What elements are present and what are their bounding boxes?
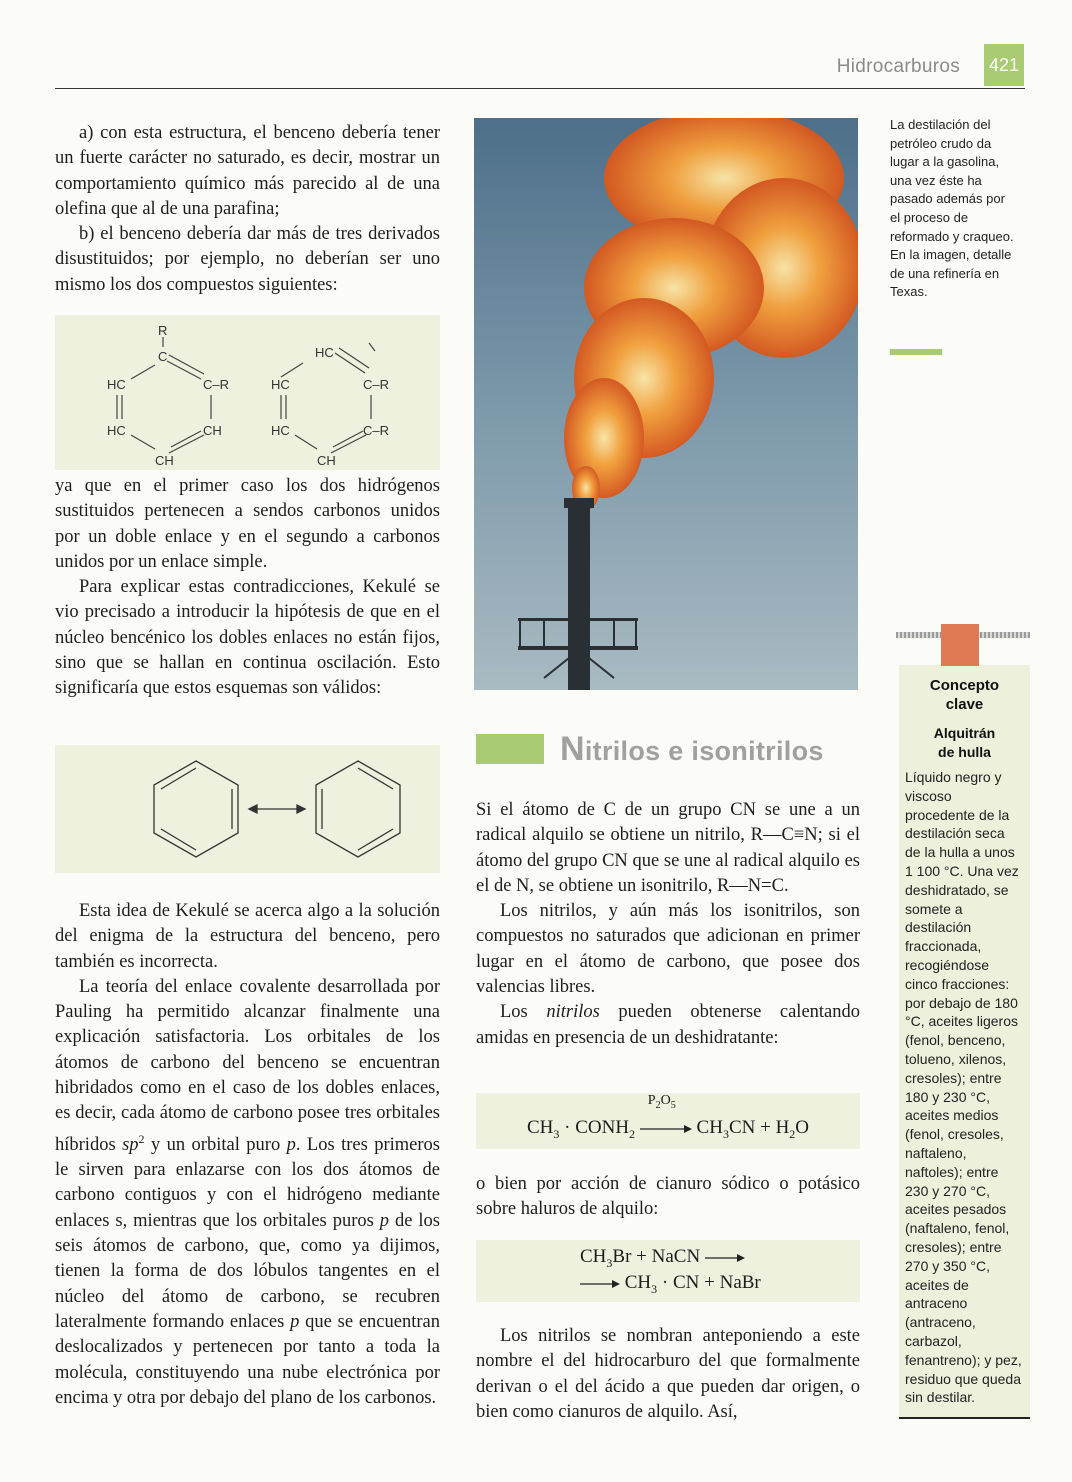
reaction-arrow: $P_2O_5$ — [640, 1117, 692, 1139]
sidebar-term: Alquitrán de hulla — [933, 725, 996, 760]
formula-amide-dehydration: $CH_3$ · $CONH_2$ $P_2O_5$ $CH_3CN + H_2O$ — [476, 1093, 860, 1149]
paragraph-cianuro: o bien por acción de cianuro sódico o potásico sobre haluros de alquilo: — [476, 1174, 860, 1220]
label-hc-left-low: HC — [107, 423, 126, 438]
right-text-top — [476, 798, 860, 1051]
structural-formulas — [55, 315, 440, 470]
header-rule — [55, 88, 1025, 89]
label-c-top: C — [158, 349, 168, 364]
right-text-middle — [476, 1172, 860, 1223]
label-hc-left-low-2: HC — [271, 423, 290, 438]
sidebar-orange-marker — [941, 624, 979, 666]
item-a: a) con esta estructura, el benceno debería tener un fuerte carácter no saturado, es decir, mostrar un comportamiento químico más parecido al de una olefina que al de una parafina; — [55, 123, 440, 219]
benzene-ring-right — [316, 761, 400, 857]
reaction-arrow-2 — [705, 1252, 745, 1264]
label-hc-top-2: HC — [315, 345, 334, 360]
sidebar-heading: Concepto clave — [929, 677, 1000, 713]
left-text-bottom — [55, 899, 440, 1411]
sidebar-definition: Líquido negro y viscoso procedente de la destilación seca de la hulla a unos 1 100 °C. Una vez deshidratado, se somete a destilación fraccionada, recogiéndose cinco fracciones: por debajo de 180 °C, aceites ligeros (fenol, benceno, tolueno, xilenos, cresoles); entre 180 y 230 °C, aceites medios (fenol, cresoles, naftaleno, naftoles); entre 230 y 270 °C, aceites pesados (naftaleno, fenol, cresoles); entre 270 y 350 °C, aceites de antraceno (antraceno, carbazol, fenantreno); y pez, residuo que queda sin destilar. — [905, 769, 1022, 1406]
paragraph-ya-que: ya que en el primer caso los dos hidrógenos sustituidos pertenecen a sendos carbonos unidos por un doble enlace y en el segundo a carbonos unidos por un enlace simple. — [55, 476, 440, 572]
label-cr-right-low-2: C–R — [363, 423, 390, 438]
kekule-box — [55, 745, 440, 873]
right-text-bottom — [476, 1324, 860, 1425]
page-number: 421 — [984, 44, 1024, 86]
paragraph-pauling: La teoría del enlace covalente desarrollada por Pauling ha permitido alcanzar finalmente una explicación satisfactoria. Los orbitales de los átomos de carbono del benceno se encuentran hibridados como en el caso de los dobles enlaces, es decir, cada átomo de carbono posee tres orbitales híbridos $sp^2$ y un orbital puro p. Los tres primeros le sirven para enlazarse con los dos átomos de carbono contiguos y con el hidrógeno mediante enlaces s, mientras que los orbitales puros p de los seis átomos de carbono, que, como ya dijimos, tienen la forma de dos lóbulos tangentes en el núcleo del átomo de carbono, se recubren lateralmente formando enlaces p que se encuentran deslocalizados y pertenecen por tanto a toda la molécula, constituyendo una nube electrónica por encima y otra por debajo del plano de los carbonos. — [55, 976, 441, 1408]
item-b: b) el benceno debería dar más de tres derivados disustituidos; por ejemplo, no deberían ser uno mismo los dos compuestos siguientes: — [55, 224, 440, 295]
label-r-top: R — [158, 323, 168, 338]
label-ch-right-low: CH — [203, 423, 222, 438]
reaction-arrow-3 — [580, 1278, 620, 1290]
label-ch-bottom-2: CH — [317, 453, 336, 468]
left-text-middle — [55, 474, 440, 702]
kekule-resonance-diagram — [55, 745, 440, 873]
label-cr-right-up-2: C–R — [363, 377, 390, 392]
left-text-intro — [55, 121, 440, 298]
label-hc-left-up: HC — [107, 377, 126, 392]
section-title: Nitrilos e isonitrilos — [560, 730, 824, 768]
refinery-flare-photo — [474, 118, 858, 690]
label-hc-left-up-2: HC — [271, 377, 290, 392]
caption-accent-bar — [890, 349, 942, 355]
label-cr-right-up: C–R — [203, 377, 230, 392]
paragraph-kekule-1: Para explicar estas contradicciones, Kekulé se vio precisado a introducir la hipótesis de que en el núcleo bencénico los dobles enlaces no están fijos, sino que se hallan en continua oscilación. Esto significaría que estos esquemas son válidos: — [55, 577, 440, 699]
paragraph-no-saturados: Los nitrilos, y aún más los isonitrilos, son compuestos no saturados que adicionan en primer lugar en el átomo de carbono, que posee dos valencias libres. — [476, 901, 860, 998]
benzene-ring-left — [154, 761, 238, 857]
label-ch-bottom: CH — [155, 453, 174, 468]
running-title: Hidrocarburos — [836, 56, 960, 77]
paragraph-nitrilo-def: Si el átomo de C de un grupo CN se une a un radical alquilo se obtiene un nitrilo, R—C≡N; si el átomo del grupo CN que se une al radical alquilo es el de N, se obtiene un isonitrilo, R—N=C. — [476, 800, 860, 896]
paragraph-amidas: Los nitrilos pueden obtenerse calentando amidas en presencia de un deshidratante: — [476, 1002, 861, 1048]
section-accent-bar — [476, 734, 544, 764]
paragraph-kekule-2: Esta idea de Kekulé se acerca algo a la solución del enigma de la estructura del benceno, pero también es incorrecta. — [55, 901, 440, 972]
structures-box — [55, 315, 440, 470]
paragraph-nomenclatura: Los nitrilos se nombran anteponiendo a este nombre el del hidrocarburo del que formalmente derivan o el del ácido a que pueden dar origen, o bien como cianuros de alquilo. Así, — [476, 1326, 860, 1422]
sidebar-bottom-rule — [899, 1417, 1030, 1419]
photo-caption: La destilación del petróleo crudo da lugar a la gasolina, una vez éste ha pasado además por el proceso de reformado y craqueo. En la imagen, detalle de una refinería en Texas. — [890, 117, 1014, 300]
formula-cyanide-substitution: $CH_3Br$ + NaCN $CH_3$ · CN + NaBr — [476, 1240, 860, 1302]
